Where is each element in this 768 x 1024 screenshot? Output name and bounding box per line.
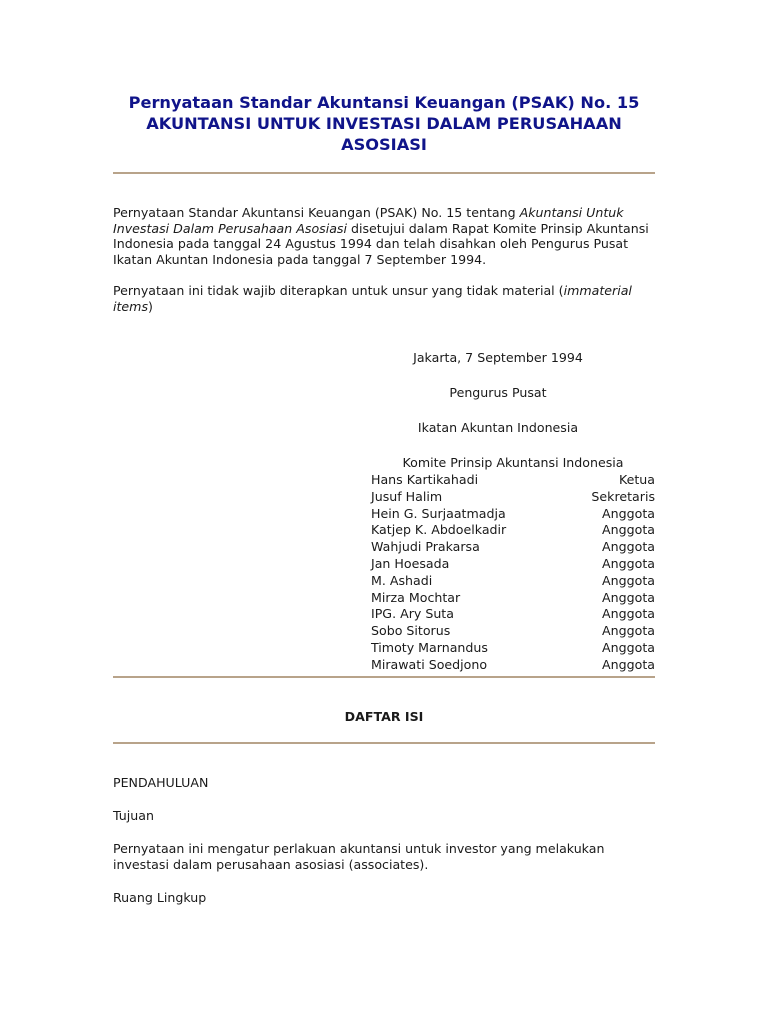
member-name: M. Ashadi	[371, 572, 433, 588]
member-row	[371, 657, 655, 674]
member-name: Sobo Sitorus	[371, 623, 451, 639]
member-row	[371, 590, 655, 607]
intro-text-before: Pernyataan Standar Akuntansi Keuangan (PSAK) No. 15 tentang	[113, 205, 520, 220]
member-role: Anggota	[602, 539, 655, 555]
member-role: Anggota	[602, 555, 655, 571]
board-name: Pengurus Pusat	[449, 385, 547, 400]
materiality-text-before: Pernyataan ini tidak wajib diterapkan untuk unsur yang tidak material (	[113, 283, 564, 298]
member-row	[371, 506, 655, 523]
intro-paragraph	[113, 205, 655, 267]
organization-name: Ikatan Akuntan Indonesia	[417, 420, 579, 435]
member-name: Mirawati Soedjono	[371, 656, 488, 672]
title-line-3: ASOSIASI	[341, 135, 427, 154]
member-row	[371, 522, 655, 539]
member-role: Sekretaris	[591, 488, 655, 504]
member-role: Ketua	[618, 472, 655, 487]
member-role: Anggota	[602, 656, 655, 672]
title-line-1: Pernyataan Standar Akuntansi Keuangan (PSAK) No. 15	[128, 93, 640, 112]
section-heading: PENDAHULUAN	[113, 775, 209, 790]
member-role: Anggota	[602, 505, 655, 521]
member-name: Hans Kartikahadi	[371, 472, 479, 487]
member-role: Anggota	[602, 522, 655, 538]
purpose-paragraph: Pernyataan ini mengatur perlakuan akuntansi untuk investor yang melakukan investasi dalam perusahaan asosiasi (associates).	[113, 841, 605, 872]
place-date: Jakarta, 7 September 1994	[413, 350, 583, 365]
member-name: Mirza Mochtar	[371, 589, 461, 605]
materiality-text-after: )	[148, 298, 153, 314]
member-name: Hein G. Surjaatmadja	[371, 505, 506, 521]
member-role: Anggota	[602, 606, 655, 622]
member-row	[371, 539, 655, 556]
committee-members-list	[371, 472, 655, 674]
member-row	[371, 623, 655, 640]
member-row	[371, 556, 655, 573]
divider-top	[113, 172, 655, 174]
member-name: Wahjudi Prakarsa	[371, 539, 480, 555]
intro-italic-title: Akuntansi Untuk Investasi Dalam Perusahaan Asosiasi	[113, 205, 624, 236]
subsection-purpose: Tujuan	[113, 808, 154, 823]
committee-name: Komite Prinsip Akuntansi Indonesia	[402, 455, 624, 470]
divider-bottom	[113, 742, 655, 744]
subsection-scope: Ruang Lingkup	[113, 890, 207, 905]
member-role: Anggota	[602, 623, 655, 639]
intro-text-after: disetujui dalam Rapat Komite Prinsip Akuntansi Indonesia pada tanggal 24 Agustus 1994 dan telah disahkan oleh Pengurus Pusat Ikatan Akuntan Indonesia pada tanggal 7 September 1994.	[113, 220, 649, 267]
member-row	[371, 489, 655, 506]
member-name: Jan Hoesada	[371, 555, 450, 571]
member-name: Timoty Marnandus	[371, 639, 488, 655]
member-name: Katjep K. Abdoelkadir	[371, 522, 507, 538]
member-name: Jusuf Halim	[371, 488, 443, 504]
member-row	[371, 472, 655, 489]
toc-heading: DAFTAR ISI	[344, 709, 424, 724]
member-row	[371, 606, 655, 623]
title-line-2: AKUNTANSI UNTUK INVESTASI DALAM PERUSAHAAN	[146, 114, 622, 133]
document-title	[113, 92, 655, 155]
member-role: Anggota	[602, 589, 655, 605]
member-role: Anggota	[602, 639, 655, 655]
member-role: Anggota	[602, 572, 655, 588]
materiality-paragraph	[113, 283, 655, 314]
divider-middle	[113, 676, 655, 678]
member-row	[371, 640, 655, 657]
member-row	[371, 573, 655, 590]
member-name: IPG. Ary Suta	[371, 606, 454, 622]
materiality-italic: immaterial items	[113, 283, 632, 314]
